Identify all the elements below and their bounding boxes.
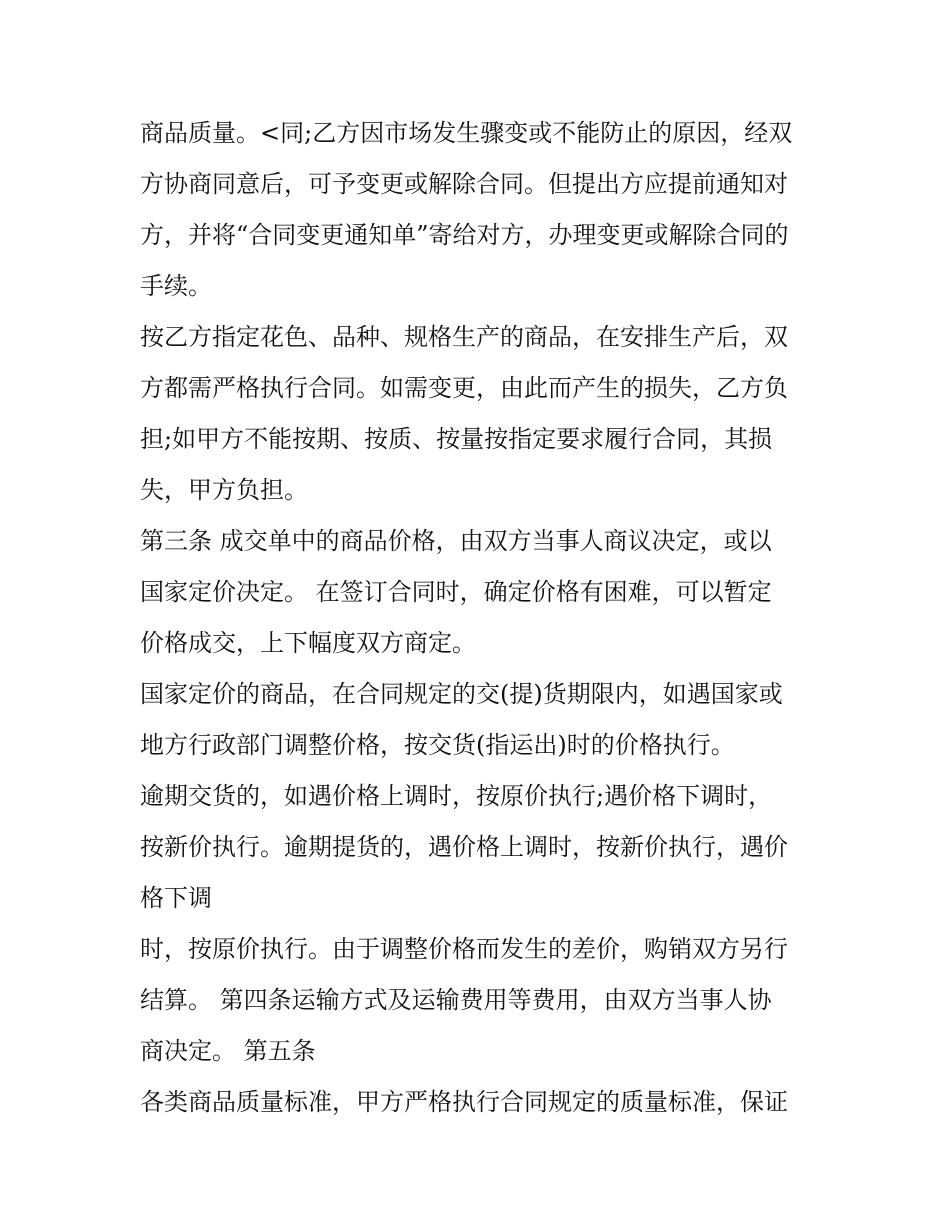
text-line: 地方行政部门调整价格，按交货(指运出)时的价格执行。 xyxy=(140,731,735,759)
text-line: 商决定。 第五条 xyxy=(140,1037,316,1065)
text-line: 结算。 第四条运输方式及运输费用等费用，由双方当事人协 xyxy=(140,986,772,1014)
text-line: 失，甲方负担。 xyxy=(140,476,308,504)
text-line: 担;如甲方不能按期、按质、按量按指定要求履行合同，其损 xyxy=(140,425,773,453)
text-line: 方，并将“合同变更通知单”寄给对方，办理变更或解除合同的 xyxy=(140,221,789,249)
text-line: 商品质量。<同;乙方因市场发生骤变或不能防止的原因，经双 xyxy=(140,119,793,147)
text-line: 逾期交货的，如遇价格上调时，按原价执行;遇价格下调时， xyxy=(140,782,773,810)
text-line: 方都需严格执行合同。如需变更，由此而产生的损失，乙方负 xyxy=(140,374,788,402)
text-line: 价格成交，上下幅度双方商定。 xyxy=(140,629,476,657)
contract-body-text xyxy=(140,108,820,1128)
text-line: 方协商同意后，可予变更或解除合同。但提出方应提前通知对 xyxy=(140,170,788,198)
text-line: 按乙方指定花色、品种、规格生产的商品，在安排生产后，双 xyxy=(140,323,788,351)
text-line: 按新价执行。逾期提货的，遇价格上调时，按新价执行，遇价 xyxy=(140,833,788,861)
text-line: 格下调 xyxy=(140,884,212,912)
text-line: 国家定价决定。 在签订合同时，确定价格有困难，可以暂定 xyxy=(140,578,772,606)
text-line: 国家定价的商品，在合同规定的交(提)货期限内，如遇国家或 xyxy=(140,680,783,708)
text-line: 各类商品质量标准，甲方严格执行合同规定的质量标准，保证 xyxy=(140,1088,788,1116)
text-line: 手续。 xyxy=(140,272,212,300)
text-line: 时，按原价执行。由于调整价格而发生的差价，购销双方另行 xyxy=(140,935,788,963)
text-line: 第三条 成交单中的商品价格，由双方当事人商议决定，或以 xyxy=(140,527,772,555)
